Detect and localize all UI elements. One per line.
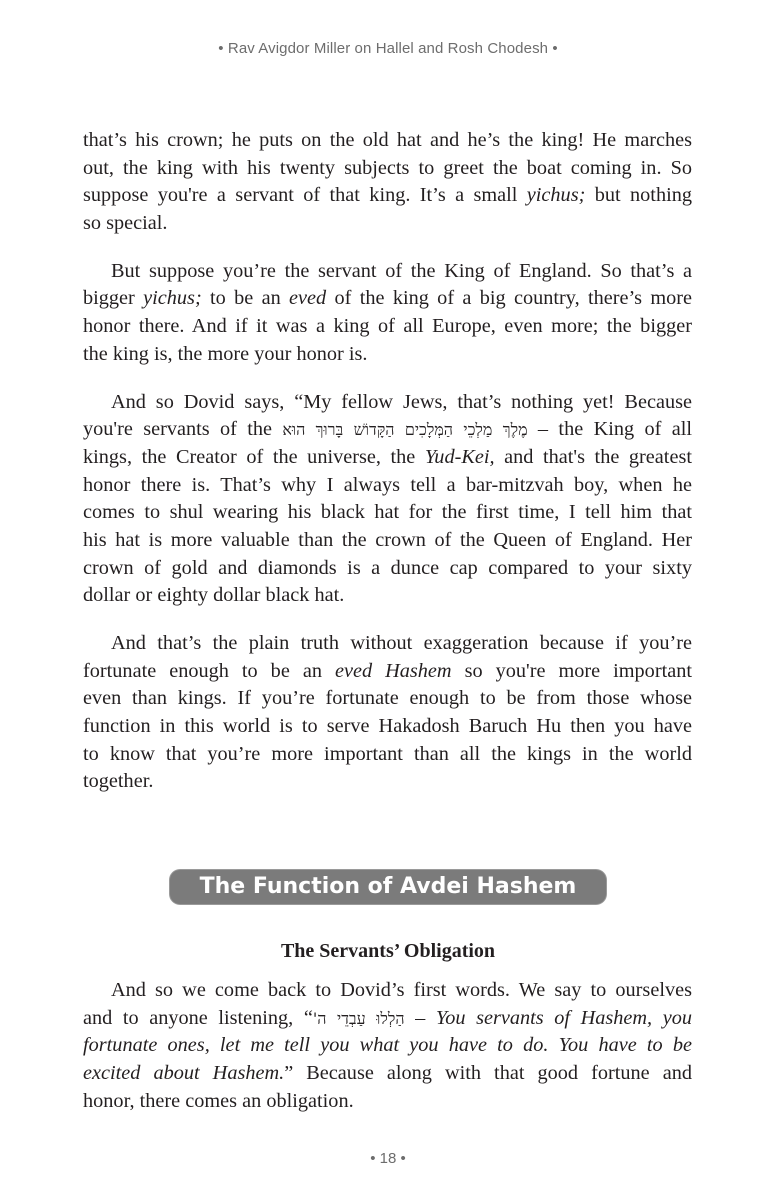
text-segment: bigger: [83, 287, 144, 310]
text-segment: together.: [83, 770, 154, 793]
text-segment: ” Because along with that good fortune and: [284, 1062, 692, 1085]
text-segment: honor there. And if it was a king of all Europe, even more; the bigger: [83, 315, 692, 338]
text-segment: and that's the greatest: [494, 445, 692, 468]
text-segment: honor there is. That’s why I always tell a bar-mitzvah boy, when he: [83, 473, 692, 496]
section-title: The Function of Avdei Hashem: [170, 870, 606, 904]
italic-text: eved: [289, 287, 327, 310]
text-line: [83, 416, 692, 444]
italic-text: excited about Hashem.: [83, 1062, 285, 1085]
text-segment: you're servants of the: [83, 418, 283, 441]
body-text-top: [83, 127, 692, 816]
text-line: [83, 389, 692, 417]
text-line: [83, 444, 692, 472]
text-line: [83, 1088, 692, 1116]
text-segment: dollar or eighty dollar black hat.: [83, 584, 345, 607]
body-text-bottom: [83, 977, 692, 1135]
text-line: [83, 313, 692, 341]
text-segment: function in this world is to serve Hakadosh Baruch Hu then you have: [83, 715, 692, 738]
italic-text: You servants of Hashem, you: [435, 1006, 692, 1029]
paragraph: [83, 630, 692, 796]
text-segment: honor, there comes an obligation.: [83, 1089, 354, 1112]
text-segment: suppose you're a servant of that king. It’s a small: [83, 184, 527, 207]
text-segment: And so Dovid says, “My fellow Jews, that’s nothing yet! Because: [111, 390, 692, 413]
subheading: The Servants’ Obligation: [280, 940, 496, 962]
text-line: [83, 1032, 692, 1060]
text-segment: crown of gold and diamonds is a dunce cap compared to your sixty: [83, 556, 692, 579]
text-line: [83, 127, 692, 155]
text-segment: –: [404, 1006, 436, 1029]
italic-text: yichus;: [526, 184, 586, 207]
paragraph: [83, 127, 692, 238]
text-segment: And that’s the plain truth without exaggeration because if you’re: [111, 632, 692, 654]
text-line: [83, 182, 692, 210]
italic-text: Yud-Kei,: [424, 445, 495, 468]
text-line: [83, 472, 692, 500]
paragraph: [83, 258, 692, 369]
text-segment: And so we come back to Dovid’s first words. We say to ourselves: [111, 979, 692, 1001]
text-line: [83, 258, 692, 286]
text-segment: – the King of all: [527, 418, 693, 441]
text-segment: But suppose you’re the servant of the King of England. So that’s a: [111, 259, 692, 282]
text-line: [83, 155, 692, 183]
text-segment: out, the king with his twenty subjects to greet the boat coming in. So: [83, 156, 692, 179]
text-segment: so special.: [83, 212, 168, 235]
text-segment: that’s his crown; he puts on the old hat and he’s the king! He marches: [83, 129, 692, 151]
text-segment: to be an: [201, 287, 290, 310]
text-segment: so you're more important: [451, 659, 692, 682]
text-segment: to know that you’re more important than all the kings in the world: [83, 742, 692, 765]
text-segment: of the king of a big country, there’s more: [326, 287, 693, 310]
text-line: [83, 713, 692, 741]
text-line: [83, 1005, 692, 1033]
text-segment: fortunate enough to be an: [83, 659, 335, 682]
hebrew-text: מֶלֶךְ מַלְכֵי הַמְּלָכִים הַקָּדוֹשׁ בָּרוּךְ הוּא: [282, 420, 528, 440]
text-line: [83, 341, 692, 369]
text-segment: the king is, the more your honor is.: [83, 342, 368, 365]
italic-text: eved Hashem: [334, 659, 452, 682]
text-line: [83, 555, 692, 583]
hebrew-text: הַלְלוּ עַבְדֵי ה': [312, 1008, 405, 1028]
page-number: • 18 •: [370, 1150, 406, 1167]
text-line: [83, 685, 692, 713]
text-segment: but nothing: [585, 184, 692, 207]
text-line: [83, 210, 692, 238]
text-segment: and to anyone listening, “: [83, 1006, 313, 1029]
text-segment: comes to shul wearing his black hat for the first time, I tell him that: [83, 501, 692, 524]
text-line: [83, 1060, 692, 1088]
text-line: [83, 499, 692, 527]
text-line: [83, 630, 692, 658]
text-line: [83, 527, 692, 555]
italic-text: yichus;: [143, 287, 202, 310]
text-segment: even than kings. If you’re fortunate enough to be from those whose: [83, 687, 692, 710]
paragraph: [83, 389, 692, 611]
text-line: [83, 285, 692, 313]
running-head: • Rav Avigdor Miller on Hallel and Rosh Chodesh •: [218, 40, 558, 57]
text-line: [83, 741, 692, 769]
text-segment: kings, the Creator of the universe, the: [83, 445, 425, 468]
text-line: [83, 582, 692, 610]
text-line: [83, 658, 692, 686]
paragraph: [83, 977, 692, 1115]
italic-text: fortunate ones, let me tell you what you have to do. You have to be: [83, 1034, 692, 1057]
text-line: [83, 977, 692, 1005]
text-segment: his hat is more valuable than the crown of the Queen of England. Her: [83, 528, 692, 551]
text-line: [83, 768, 692, 796]
